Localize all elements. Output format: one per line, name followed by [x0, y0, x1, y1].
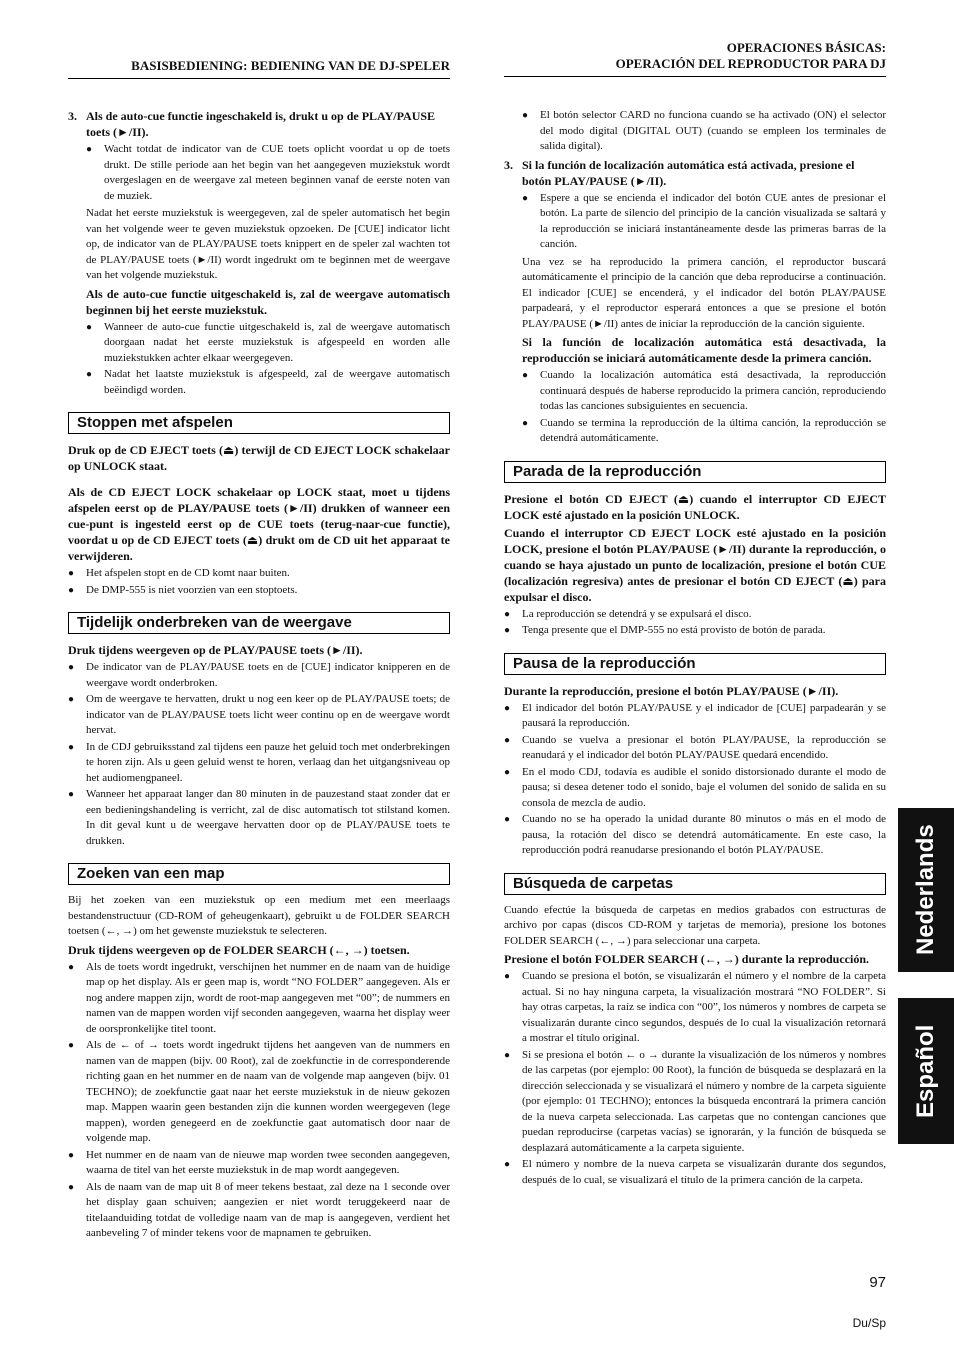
- list-item: ● De DMP-555 is niet voorzien van een stoptoets.: [68, 583, 450, 599]
- bold-paragraph: Cuando el interruptor CD EJECT LOCK esté ajustado en la posición LOCK, presione el botón PLAY/PAUSE (►/II) durante la reproducción, o cuando se haya ajustado un punto de localización, presione el botón CUE (localización regresiva) antes de presionar el botón CD EJECT (⏏) para expulsar el disco.: [504, 525, 886, 604]
- step-3: [68, 108, 450, 140]
- list-item: ● Tenga presente que el DMP-555 no está provisto de botón de parada.: [504, 623, 886, 639]
- right-column: [504, 108, 886, 1190]
- header-left: BASISBEDIENING: BEDIENING VAN DE DJ-SPELER: [68, 58, 450, 79]
- list-item: ● La reproducción se detendrá y se expulsará el disco.: [504, 607, 886, 623]
- section-title-search: Zoeken van een map: [68, 863, 450, 885]
- list-item: ● Om de weergave te hervatten, drukt u nog een keer op de PLAY/PAUSE toets; de indicator van de PLAY/PAUSE toets licht weer continu op en de weergave wordt hervat.: [68, 692, 450, 739]
- bold-paragraph: Als de auto-cue functie uitgeschakeld is, zal de weergave automatisch beginnen bij het eerste muziekstuk.: [86, 286, 450, 317]
- section-title-stop: Stoppen met afspelen: [68, 412, 450, 434]
- list-item: ● Wanneer de auto-cue functie uitgeschakeld is, zal de weergave automatisch doorgaan nadat het eerste muziekstuk is afgespeeld en worden alle muziekstukken achter elkaar weergegeven.: [86, 320, 450, 367]
- header-right: [504, 40, 886, 77]
- bold-paragraph: Presione el botón FOLDER SEARCH (←, →) durante la reproducción.: [504, 952, 870, 966]
- bold-paragraph: Druk tijdens weergeven op de PLAY/PAUSE toets (►/II).: [68, 643, 363, 657]
- bold-paragraph: Druk tijdens weergeven op de FOLDER SEARCH (←, →) toetsen.: [68, 942, 410, 957]
- list-item: ● El botón selector CARD no funciona cuando se ha activado (ON) el selector del modo digital (DIGITAL OUT) (cuando se empleen los terminales de salida digital).: [522, 108, 886, 155]
- paragraph: Nadat het eerste muziekstuk is weergegeven, zal de speler automatisch het begin van het volgende weer te geven muziekstuk opzoeken. De [CUE] indicator licht op, de indicator van de PLAY/PAUSE toets knippert en de speler zal wachten tot de PLAY/PAUSE toets (►/II) wordt ingedrukt om te beginnen met de weergave van het volgende muziekstuk.: [86, 207, 450, 281]
- list-item: ● Het afspelen stopt en de CD komt naar buiten.: [68, 566, 450, 582]
- section-title-pause: Tijdelijk onderbreken van de weergave: [68, 612, 450, 634]
- list-item: ● Cuando no se ha operado la unidad durante 80 minutos o más en el modo de pausa, la rotación del disco se detendrá automáticamente. En este caso, la reproducción podrá reanudarse presionando el botón PLAY/PAUSE.: [504, 812, 886, 859]
- step-title: Si la función de localización automática está activada, presione el botón PLAY/PAUSE (►/II).: [522, 157, 855, 188]
- page-code: Du/Sp: [852, 1316, 886, 1330]
- bold-paragraph: Si la función de localización automática está desactivada, la reproducción se iniciará automáticamente desde la primera canción.: [522, 335, 886, 365]
- list-item: ● Als de naam van de map uit 8 of meer tekens bestaat, zal deze na 1 seconde over het display gaan schuiven; aangezien er niet wordt teruggekeerd naar de titelaanduiding totdat de volledige naam van de map is aangegeven, verdient het aanbeveling 7 of minder tekens voor de mapnamen te gebruiken.: [68, 1180, 450, 1242]
- left-column: [68, 108, 450, 1244]
- paragraph: Bij het zoeken van een muziekstuk op een medium met een meerlaags bestandenstructuur (CD-ROM of geheugenkaart), gebruikt u de FOLDER SEARCH toetsen (←, →) om het gewenste muziekstuk te selecteren.: [68, 894, 450, 937]
- list-item: ● Espere a que se encienda el indicador del botón CUE antes de presionar el botón. La parte de silencio del principio de la canción visualizada se saltará y la reproducción se iniciará instantáneamente desde las primeras barras de la canción.: [522, 191, 886, 253]
- paragraph: Cuando efectúe la búsqueda de carpetas en medios grabados con estructuras de archivo por capas (discos CD-ROM y tarjetas de memoria), presione los botones FOLDER SEARCH (←, →) para seleccionar una carpeta.: [504, 903, 886, 947]
- list-item: ● Cuando la localización automática está desactivada, la reproducción continuará después de haberse reproducido la primera canción, reproduciendo todas las canciones subsiguientes en secuencia.: [522, 368, 886, 415]
- list-item: ● Als de toets wordt ingedrukt, verschijnen het nummer en de naam van de huidige map op het display. Als er geen map is, wordt “NO FOLDER” aangegeven. Als er nog andere mappen zijn, wordt de root-map aangegeven met “00”; de nummers en namen van de mappen worden vijf seconden aangegeven, waarna het display weer de oorspronkelijke titel toont.: [68, 960, 450, 1038]
- list-item: ● Nadat het laatste muziekstuk is afgespeeld, zal de weergave automatisch beëindigd worden.: [86, 367, 450, 398]
- list-item: ● Wanneer het apparaat langer dan 80 minuten in de pauzestand staat zonder dat er een bedieningshandeling is verricht, zal de disc automatisch tot stilstand komen. In dit geval kunt u de weergave hervatten door op de PLAY/PAUSE toets te drukken.: [68, 787, 450, 849]
- section-title-pause: Pausa de la reproducción: [504, 653, 886, 675]
- paragraph: Una vez se ha reproducido la primera canción, el reproductor buscará automáticamente el principio de la canción que deba reproducirse a continuación. El indicador [CUE] se encenderá, y el indicador del botón PLAY/PAUSE parpadeará, y el reproductor esperará entonces a que se presione el botón PLAY/PAUSE (►/II) antes de iniciar la reproducción de la canción siguiente.: [522, 255, 886, 330]
- list-item: ● El indicador del botón PLAY/PAUSE y el indicador de [CUE] parpadearán y se pausará la reproducción.: [504, 701, 886, 732]
- bold-paragraph: Als de CD EJECT LOCK schakelaar op LOCK staat, moet u tijdens afspelen eerst op de PLAY/PAUSE toets (►/II) drukken of wanneer een cue-punt is ingesteld eerst op de CUE toets (terug-naar-cue functie), voordat u op de CD EJECT toets (⏏) drukt om de CD uit het apparaat te verwijderen.: [68, 485, 450, 563]
- section-title-search: Búsqueda de carpetas: [504, 873, 886, 895]
- bold-paragraph: Durante la reproducción, presione el botón PLAY/PAUSE (►/II).: [504, 683, 839, 698]
- list-item: ● En el modo CDJ, todavía es audible el sonido distorsionado durante el modo de pausa; si desea detener todo el sonido, baje el volumen del sonido de salida en su consola de mezcla de audio.: [504, 765, 886, 812]
- list-item: ● Als de ← of → toets wordt ingedrukt tijdens het aangeven van de nummers en namen van de mappen (bijv. 00 Root), zal de zoekfunctie in de corresponderende richting gaan en het nummer en de naam van de volgende map aangeven (bijv. 01 TECHNO); de zoekfunctie gaat naar het eerste muziekstuk in de nieuw gekozen map. Mappen waarin geen bestanden zijn die kunnen worden weergegeven (lege mappen), worden genegeerd en de zoekfunctie gaat automatisch door naar de volgende map.: [68, 1038, 450, 1147]
- list-item: ● Cuando se termina la reproducción de la última canción, la reproducción se detendrá automáticamente.: [522, 416, 886, 447]
- step-number: 3.: [504, 157, 513, 172]
- list-item: ● Cuando se presiona el botón, se visualizarán el número y el nombre de la carpeta actual. Si no hay ninguna carpeta, la visualización mostrará “NO FOLDER”. Si hay otras carpetas, la raíz se indica con “00”, los números y nombres de carpeta se visualizarán durante cinco segundos, después de lo cual la visualización retornará a mostrar el título original.: [504, 969, 886, 1047]
- step-title: Als de auto-cue functie ingeschakeld is, drukt u op de PLAY/PAUSE toets (►/II).: [86, 109, 436, 139]
- section-title-stop: Parada de la reproducción: [504, 461, 886, 483]
- bold-paragraph: Presione el botón CD EJECT (⏏) cuando el interruptor CD EJECT LOCK esté ajustado en la posición UNLOCK.: [504, 491, 886, 522]
- page-number: 97: [869, 1274, 886, 1291]
- list-item: ● Wacht totdat de indicator van de CUE toets oplicht voordat u op de toets drukt. De stille periode aan het begin van het aangegeven muziekstuk wordt overgeslagen en de weergave zal meteen beginnen vanaf de eerste noten van de muziek.: [86, 142, 450, 204]
- list-item: ● De indicator van de PLAY/PAUSE toets en de [CUE] indicator knipperen en de weergave wordt onderbroken.: [68, 660, 450, 691]
- list-item: ● El número y nombre de la nueva carpeta se visualizarán durante dos segundos, después de lo cual, se visualizará el título de la primera canción de la carpeta.: [504, 1157, 886, 1188]
- language-tab-nederlands: Nederlands: [898, 808, 954, 972]
- step-3: [504, 157, 886, 189]
- list-item: ● Si se presiona el botón ← o → durante la visualización de los números y nombres de las carpetas (por ejemplo: 00 Root), la función de búsqueda se desplazará en la dirección seleccionada y se visualizará el número y nombre de la carpeta siguiente (por ejemplo: 01 TECHNO); entonces la búsqueda encontrará la primera canción de la nueva carpeta seleccionada. Las carpetas que no contengan canciones que puedan reproducirse (carpetas vacías) se ignorarán, y la función de búsqueda se desplazará automáticamente a la carpeta siguiente.: [504, 1048, 886, 1157]
- list-item: ● Cuando se vuelva a presionar el botón PLAY/PAUSE, la reproducción se reanudará y el indicador del botón PLAY/PAUSE quedará encendido.: [504, 733, 886, 764]
- list-item: ● Het nummer en de naam van de nieuwe map worden twee seconden aangegeven, waarna de titel van het eerste muziekstuk in de map wordt aangegeven.: [68, 1148, 450, 1179]
- step-number: 3.: [68, 109, 77, 123]
- header-right-line1: OPERACIONES BÁSICAS:: [726, 40, 886, 55]
- header-right-line2: OPERACIÓN DEL REPRODUCTOR PARA DJ: [615, 56, 886, 71]
- language-tab-espanol: Español: [898, 998, 954, 1144]
- list-item: ● In de CDJ gebruiksstand zal tijdens een pauze het geluid toch met onderbrekingen te horen zijn. Als u geen geluid wenst te horen, verlaag dan het uitgangsniveau op het audiomengpaneel.: [68, 740, 450, 787]
- bold-paragraph: Druk op de CD EJECT toets (⏏) terwijl de CD EJECT LOCK schakelaar op UNLOCK staat.: [68, 443, 450, 473]
